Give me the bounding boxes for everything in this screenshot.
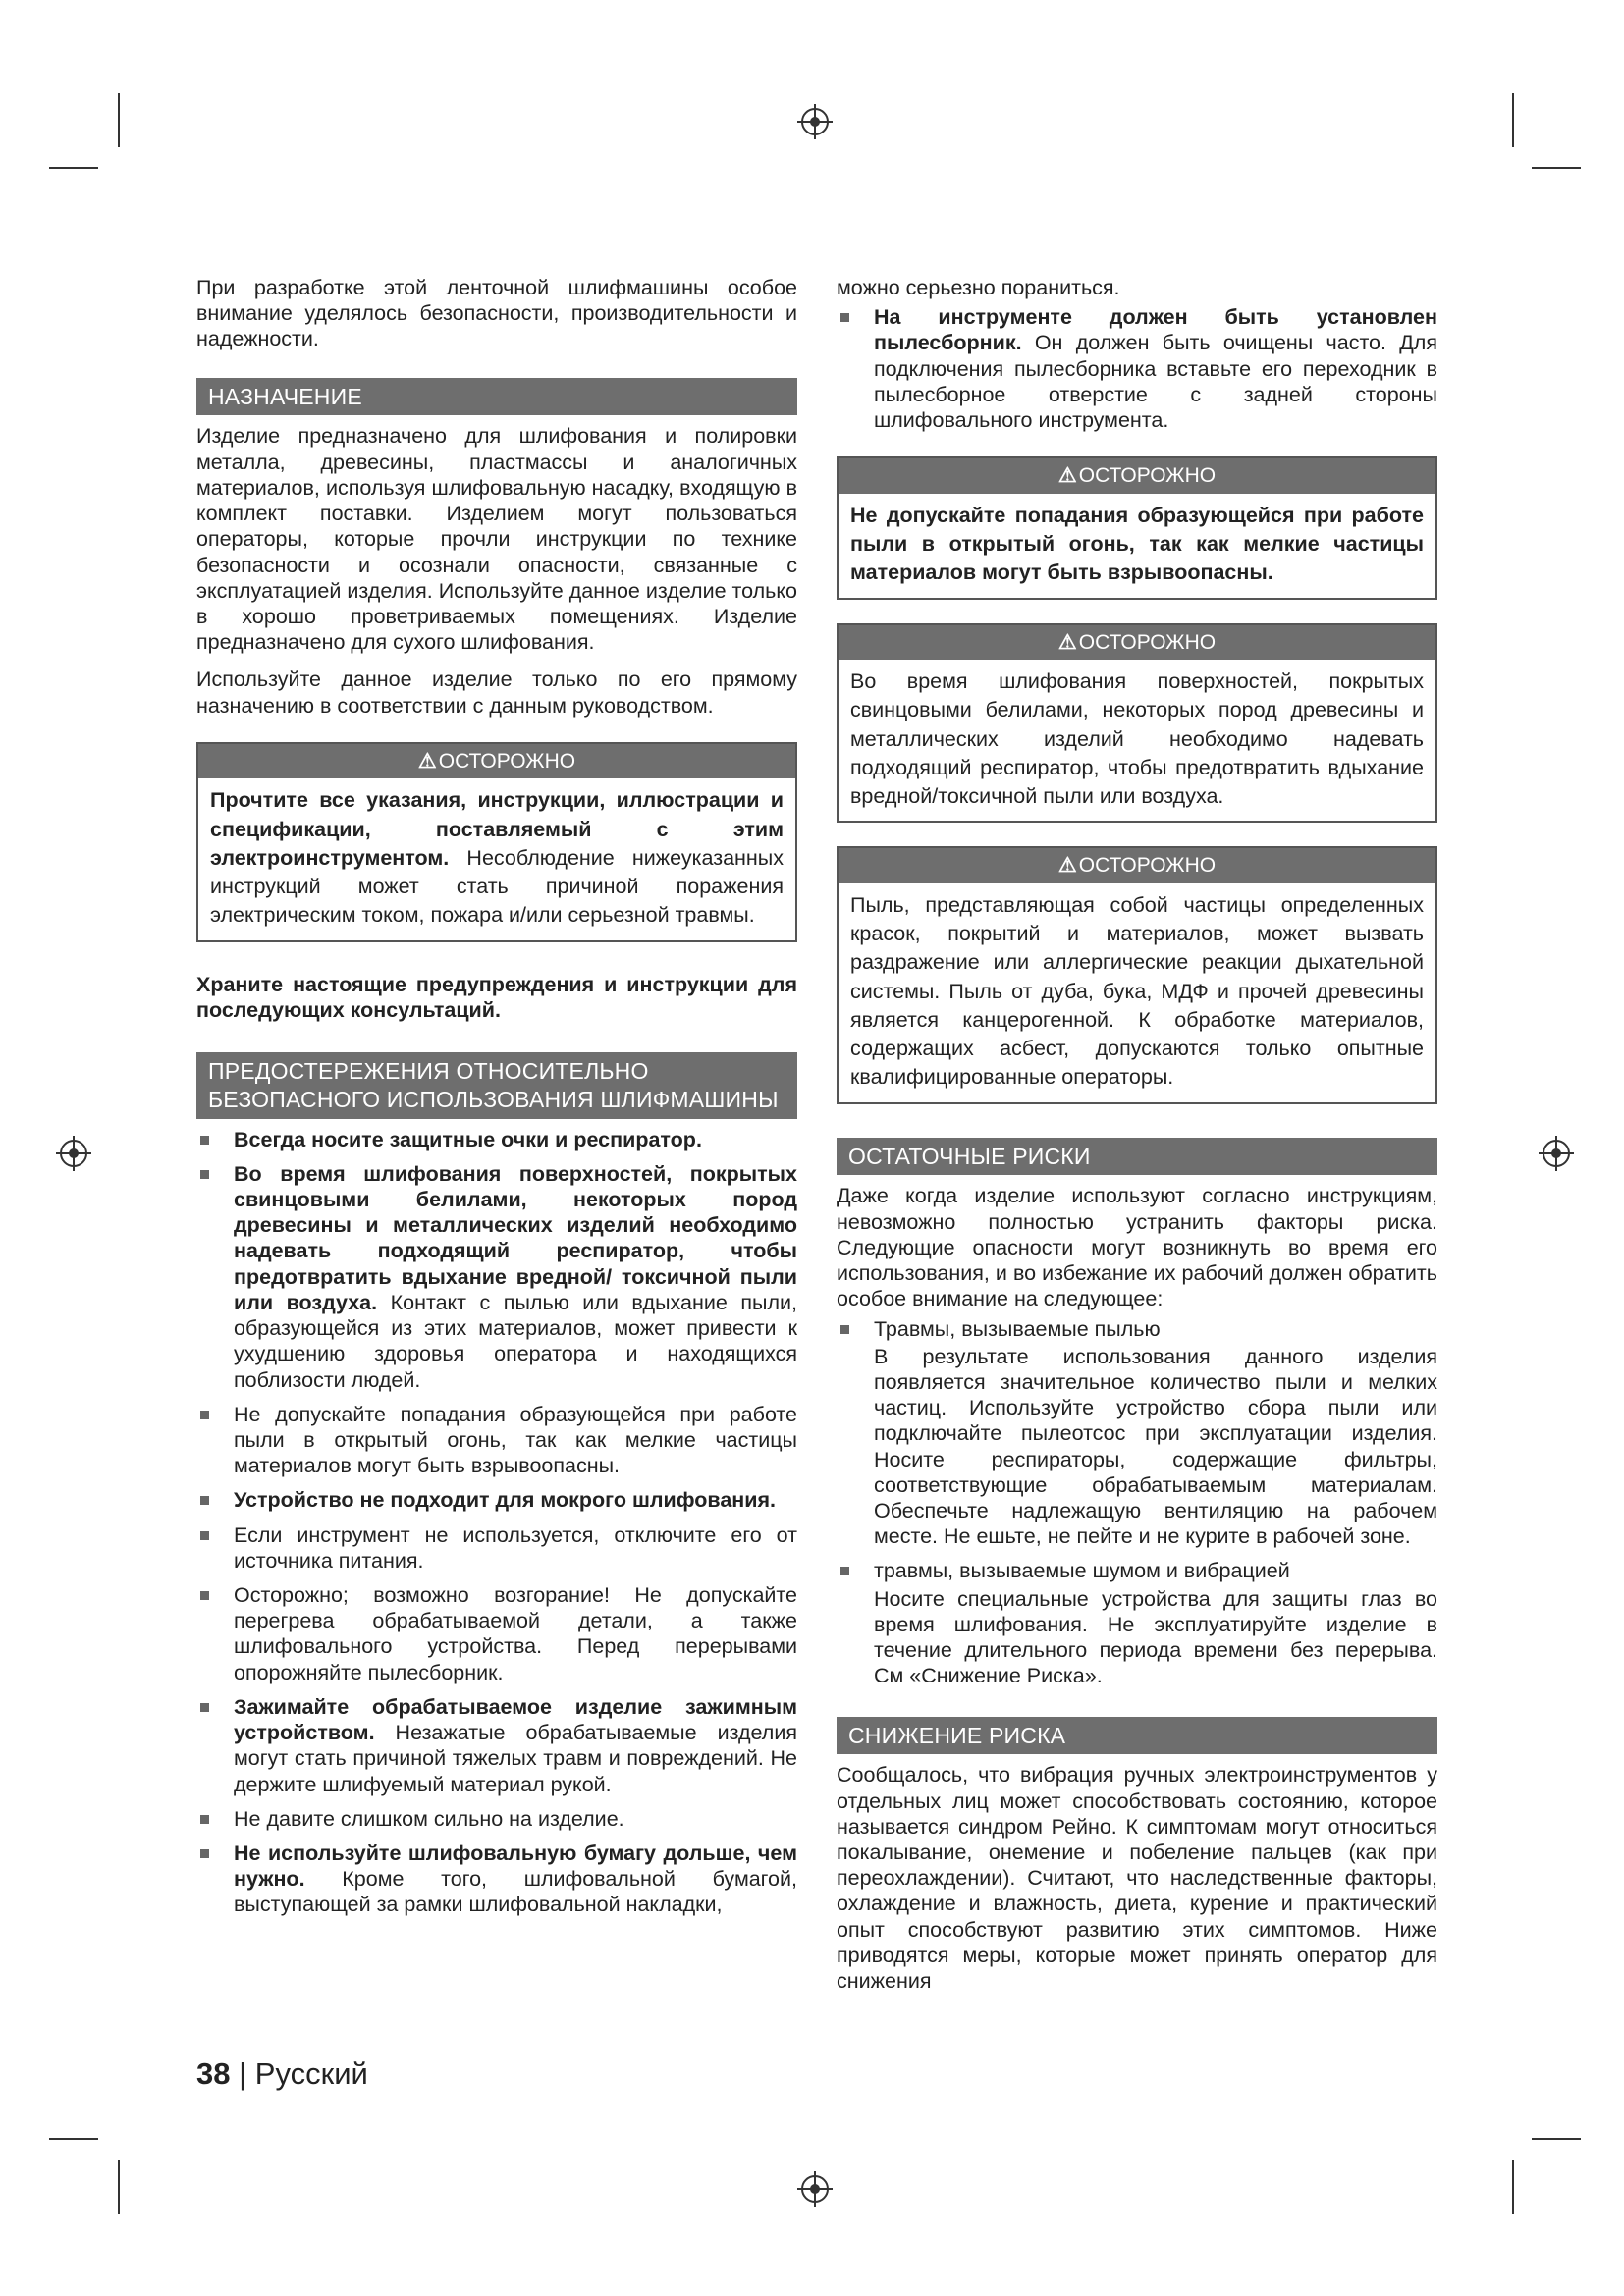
intro-text: При разработке этой ленточной шлифмашины особое внимание уделялось безопасности, производительности и надежности. <box>196 276 797 351</box>
section-heading-purpose: НАЗНАЧЕНИЕ <box>196 378 797 416</box>
footer-language: Русский <box>254 2056 368 2091</box>
residual-risks-list <box>837 1316 1437 1689</box>
warning-body: Во время шлифования поверхностей, покрытых свинцовыми белилами, некоторых пород древесины и металлических изделий необходимо надевать подходящий респиратор, чтобы предотвратить вдыхание вредной/токсичной пыли или воздуха. <box>850 669 1424 809</box>
list-item: На инструменте должен быть установлен пылесборник. Он должен быть очищены часто. Для подключения пылесборника вставьте его переходник в пылесборное отверстие с задней стороны шлифовального инструмента. <box>837 304 1437 433</box>
warning-box <box>837 846 1437 1103</box>
warning-box <box>837 456 1437 599</box>
crop-mark <box>49 167 98 169</box>
crop-mark <box>1532 2138 1581 2140</box>
list-item: травмы, вызываемые шумом и вибрацией Носите специальные устройства для защиты глаз во время шлифования. Не эксплуатируйте изделие в течение длительного периода времени без перерыва. См «Снижение Риска». <box>837 1558 1437 1688</box>
continued-text: можно серьезно пораниться. <box>837 276 1120 299</box>
crop-mark <box>118 93 120 147</box>
list-item: Не допускайте попадания образующейся при работе пыли в открытый огонь, так как мелкие частицы материалов могут быть взрывоопасны. <box>196 1402 797 1479</box>
list-item: Всегда носите защитные очки и респиратор. <box>196 1127 797 1152</box>
list-item: Зажимайте обрабатываемое изделие зажимным устройством. Незажатые обрабатываемые изделия могут стать причиной тяжелых травм и повреждений. Не держите шлифуемый материал рукой. <box>196 1694 797 1797</box>
residual-risks-paragraph: Даже когда изделие используют согласно инструкциям, невозможно полностью устранить факторы риска. Следующие опасности могут возникнуть во время его использования, и во избежание их рабочий должен обратить особое внимание на следующее: <box>837 1184 1437 1311</box>
warning-header: ⚠ОСТОРОЖНО <box>198 744 795 779</box>
crop-mark <box>1512 93 1514 147</box>
list-item: Не давите слишком сильно на изделие. <box>196 1806 797 1832</box>
purpose-paragraph: Используйте данное изделие только по его прямому назначению в соответствии с данным руководством. <box>196 667 797 718</box>
warning-icon: ⚠ <box>1057 630 1077 654</box>
warning-body: Прочтите все указания, инструкции, иллюстрации и спецификации, поставляемый с этим электроинструментом. Несоблюдение нижеуказанных инструкций может стать причиной поражения электрическим током, пожара и/или серьезной травмы. <box>210 788 784 928</box>
risk-reduction-paragraph: Сообщалось, что вибрация ручных электроинструментов у отдельных лиц может способствовать состоянию, которое называется синдром Рейно. К симптомам могут относиться покалывание, онемение и побеление пальцев (как при переохлаждении). Считают, что наследственные факторы, охлаждение и влажность, диета, курение и практический опыт способствуют развитию этих симптомов. Ниже приводятся меры, которые может принять оператор для снижения <box>837 1763 1437 1994</box>
section-heading-residual-risks: ОСТАТОЧНЫЕ РИСКИ <box>837 1138 1437 1176</box>
warning-icon: ⚠ <box>1057 854 1077 878</box>
keep-instructions-note: Храните настоящие предупреждения и инструкции для последующих консультаций. <box>196 972 797 1022</box>
dust-list <box>837 304 1437 433</box>
page-footer <box>196 2056 368 2092</box>
warning-header: ⚠ОСТОРОЖНО <box>839 625 1435 661</box>
purpose-paragraph: Изделие предназначено для шлифования и полировки металла, древесины, пластмассы и аналогичных материалов, используя шлифовальную насадку, входящую в комплект поставки. Изделием могут пользоваться операторы, которые прочли инструкции по технике безопасности и осознали опасности, связанные с эксплуатацией изделия. Используйте данное изделие только в хорошо проветриваемых помещениях. Изделие предназначено для сухого шлифования. <box>196 424 797 655</box>
list-item: Если инструмент не используется, отключите его от источника питания. <box>196 1522 797 1574</box>
section-heading-risk-reduction: СНИЖЕНИЕ РИСКА <box>837 1717 1437 1755</box>
warning-body: Не допускайте попадания образующейся при работе пыли в открытый огонь, так как мелкие частицы материалов могут быть взрывоопасны. <box>850 503 1424 585</box>
warning-icon: ⚠ <box>1057 464 1077 488</box>
warning-header: ⚠ОСТОРОЖНО <box>839 848 1435 883</box>
left-column <box>196 275 797 1927</box>
section-heading-safety: ПРЕДОСТЕРЕЖЕНИЯ ОТНОСИТЕЛЬНО БЕЗОПАСНОГО ИСПОЛЬЗОВАНИЯ ШЛИФМАШИНЫ <box>196 1052 797 1119</box>
page-number: 38 <box>196 2056 231 2091</box>
crop-mark <box>1512 2160 1514 2214</box>
warning-body: Пыль, представляющая собой частицы определенных красок, покрытий и материалов, может вызвать раздражение или аллергические реакции дыхательной системы. Пыль от дуба, бука, МДФ и прочей древесины является канцерогенной. К обработке материалов, содержащих асбест, допускаются только опытные квалифицированные операторы. <box>850 893 1424 1090</box>
registration-mark-icon <box>1537 1134 1576 1173</box>
list-item: Во время шлифования поверхностей, покрытых свинцовыми белилами, некоторых пород древесины и металлических изделий необходимо надевать подходящий респиратор, чтобы предотвратить вдыхание вредной/ токсичной пыли или воздуха. Контакт с пылью или вдыхание пыли, образующейся из этих материалов, может привести к ухудшению здоровья оператора и находящихся поблизости людей. <box>196 1161 797 1393</box>
list-item: Устройство не подходит для мокрого шлифования. <box>196 1487 797 1513</box>
safety-list <box>196 1127 797 1918</box>
crop-mark <box>118 2160 120 2214</box>
crop-mark <box>1532 167 1581 169</box>
footer-separator: | <box>239 2056 247 2091</box>
warning-icon: ⚠ <box>417 749 437 773</box>
registration-mark-icon <box>795 102 835 141</box>
list-item: Травмы, вызываемые пылью В результате использования данного изделия появляется значительное количество пыли и мелких частиц. Используйте устройство сбора пыли или подключайте пылеотсос при эксплуатации изделия. Носите респираторы, содержащие фильтры, соответствующие обрабатываемым материалам. Обеспечьте надлежащую вентиляцию на рабочем месте. Не ешьте, не пейте и не курите в рабочей зоне. <box>837 1316 1437 1550</box>
crop-mark <box>49 2138 98 2140</box>
warning-box <box>196 742 797 942</box>
warning-header: ⚠ОСТОРОЖНО <box>839 458 1435 494</box>
list-item: Осторожно; возможно возгорание! Не допускайте перегрева обрабатываемой детали, а также шлифовального устройства. Перед перерывами опорожняйте пылесборник. <box>196 1582 797 1685</box>
warning-box <box>837 623 1437 824</box>
registration-mark-icon <box>54 1134 93 1173</box>
right-column <box>837 275 1437 1998</box>
list-item: Не используйте шлифовальную бумагу дольше, чем нужно. Кроме того, шлифовальной бумагой, выступающей за рамки шлифовальной накладки, <box>196 1841 797 1918</box>
registration-mark-icon <box>795 2169 835 2209</box>
